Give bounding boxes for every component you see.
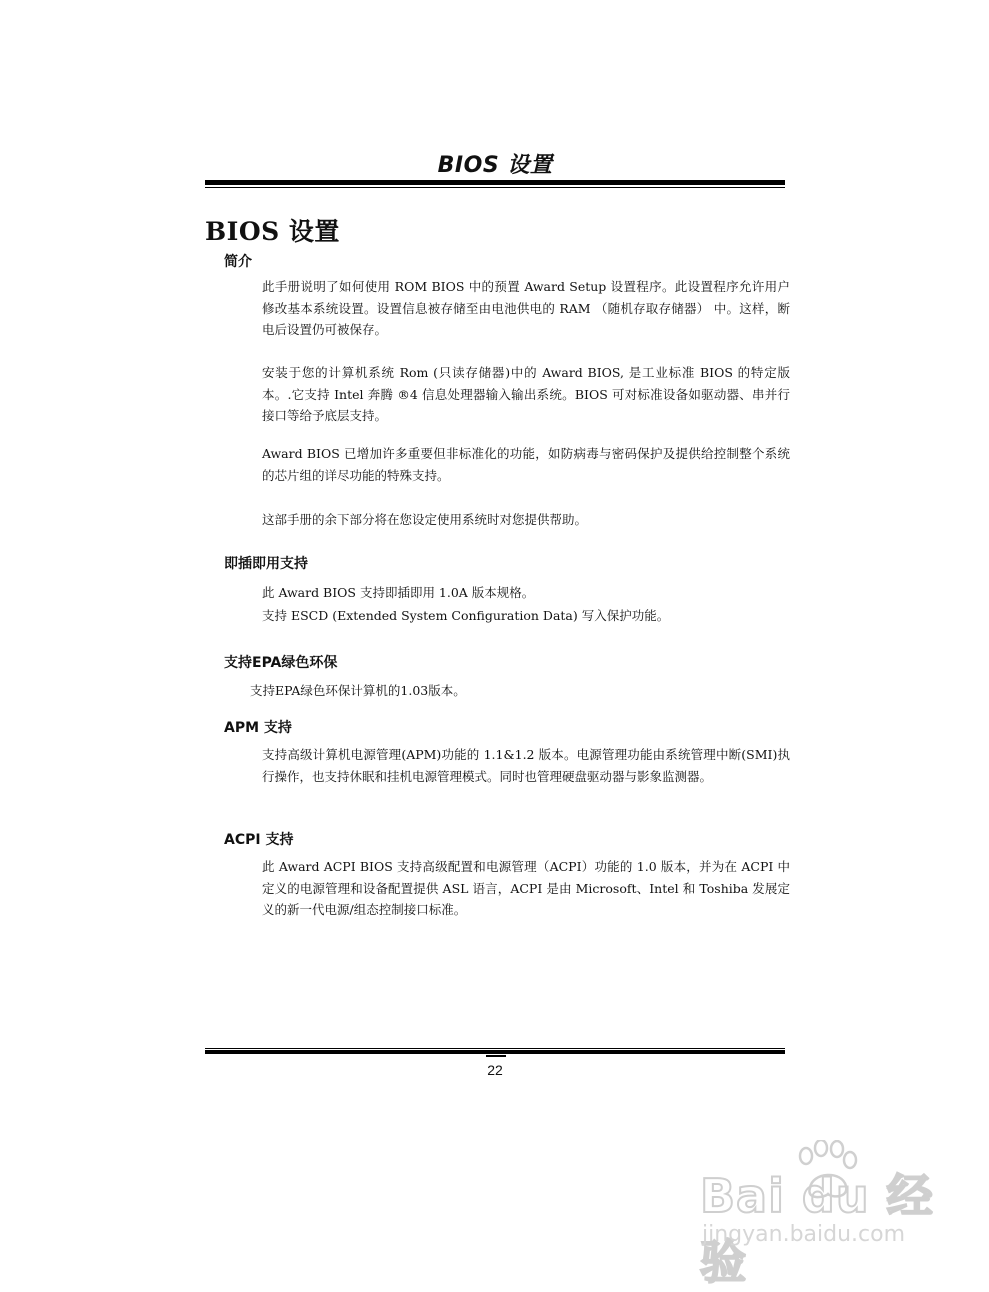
acpi-paragraph: 此 Award ACPI BIOS 支持高级配置和电源管理（ACPI）功能的 1.0 版本，并为在 ACPI 中定义的电源管理和设备配置提供 ASL 语言，ACPI 是由 Microsoft、Intel 和 Toshiba 发展定义的新一代电源/组态控制接口标准。 [262, 859, 790, 917]
footer-rule-thick [205, 1050, 785, 1054]
intro-paragraph-4: 这部手册的余下部分将在您设定使用系统时对您提供帮助。 [262, 512, 588, 527]
section-heading-acpi: ACPI 支持 [224, 832, 294, 848]
header-rule-thin [205, 187, 785, 188]
watermark-brand: Bai du 经验 [700, 1169, 934, 1289]
intro-paragraph-3: Award BIOS 已增加许多重要但非标准化的功能，如防病毒与密码保护及提供给控制整个系统的芯片组的详尽功能的特殊支持。 [262, 446, 790, 483]
section-heading-intro: 简介 [224, 254, 252, 270]
intro-paragraph-1: 此手册说明了如何使用 ROM BIOS 中的预置 Award Setup 设置程序。此设置程序允许用户修改基本系统设置。设置信息被存储至由电池供电的 RAM （随机存取存储器） 中。这样，断电后设置仍可被保存。 [262, 279, 790, 337]
pnp-line-2: 支持 ESCD (Extended System Configuration Data) 写入保护功能。 [262, 608, 670, 623]
page-number: 22 [487, 1062, 503, 1078]
pnp-line-1: 此 Award BIOS 支持即插即用 1.0A 版本规格。 [262, 585, 535, 600]
intro-paragraph-2: 安装于您的计算机系统 Rom (只读存储器)中的 Award BIOS, 是工业标准 BIOS 的特定版本。.它支持 Intel 奔腾 ®4 信息处理器输入输出系统。BIOS 可对标准设备如驱动器、串并行接口等给予底层支持。 [262, 365, 790, 423]
section-heading-epa: 支持EPA绿色环保 [224, 655, 338, 671]
section-heading-pnp: 即插即用支持 [224, 556, 308, 572]
section-heading-apm: APM 支持 [224, 720, 292, 736]
page-title: BIOS 设置 [205, 217, 340, 246]
apm-paragraph: 支持高级计算机电源管理(APM)功能的 1.1&1.2 版本。电源管理功能由系统管理中断(SMI)执行操作，也支持休眠和挂机电源管理模式。同时也管理硬盘驱动器与影象监测器。 [262, 747, 790, 784]
footer-rule-thin [205, 1048, 785, 1049]
header-rule-thick [205, 180, 785, 185]
running-header-title: BIOS 设置 [437, 153, 553, 178]
baidu-jingyan-watermark [700, 1140, 960, 1289]
epa-line-1: 支持EPA绿色环保计算机的1.03版本。 [250, 683, 466, 698]
watermark-url: jingyan.baidu.com [702, 1222, 906, 1247]
page-number-rule [486, 1055, 506, 1057]
